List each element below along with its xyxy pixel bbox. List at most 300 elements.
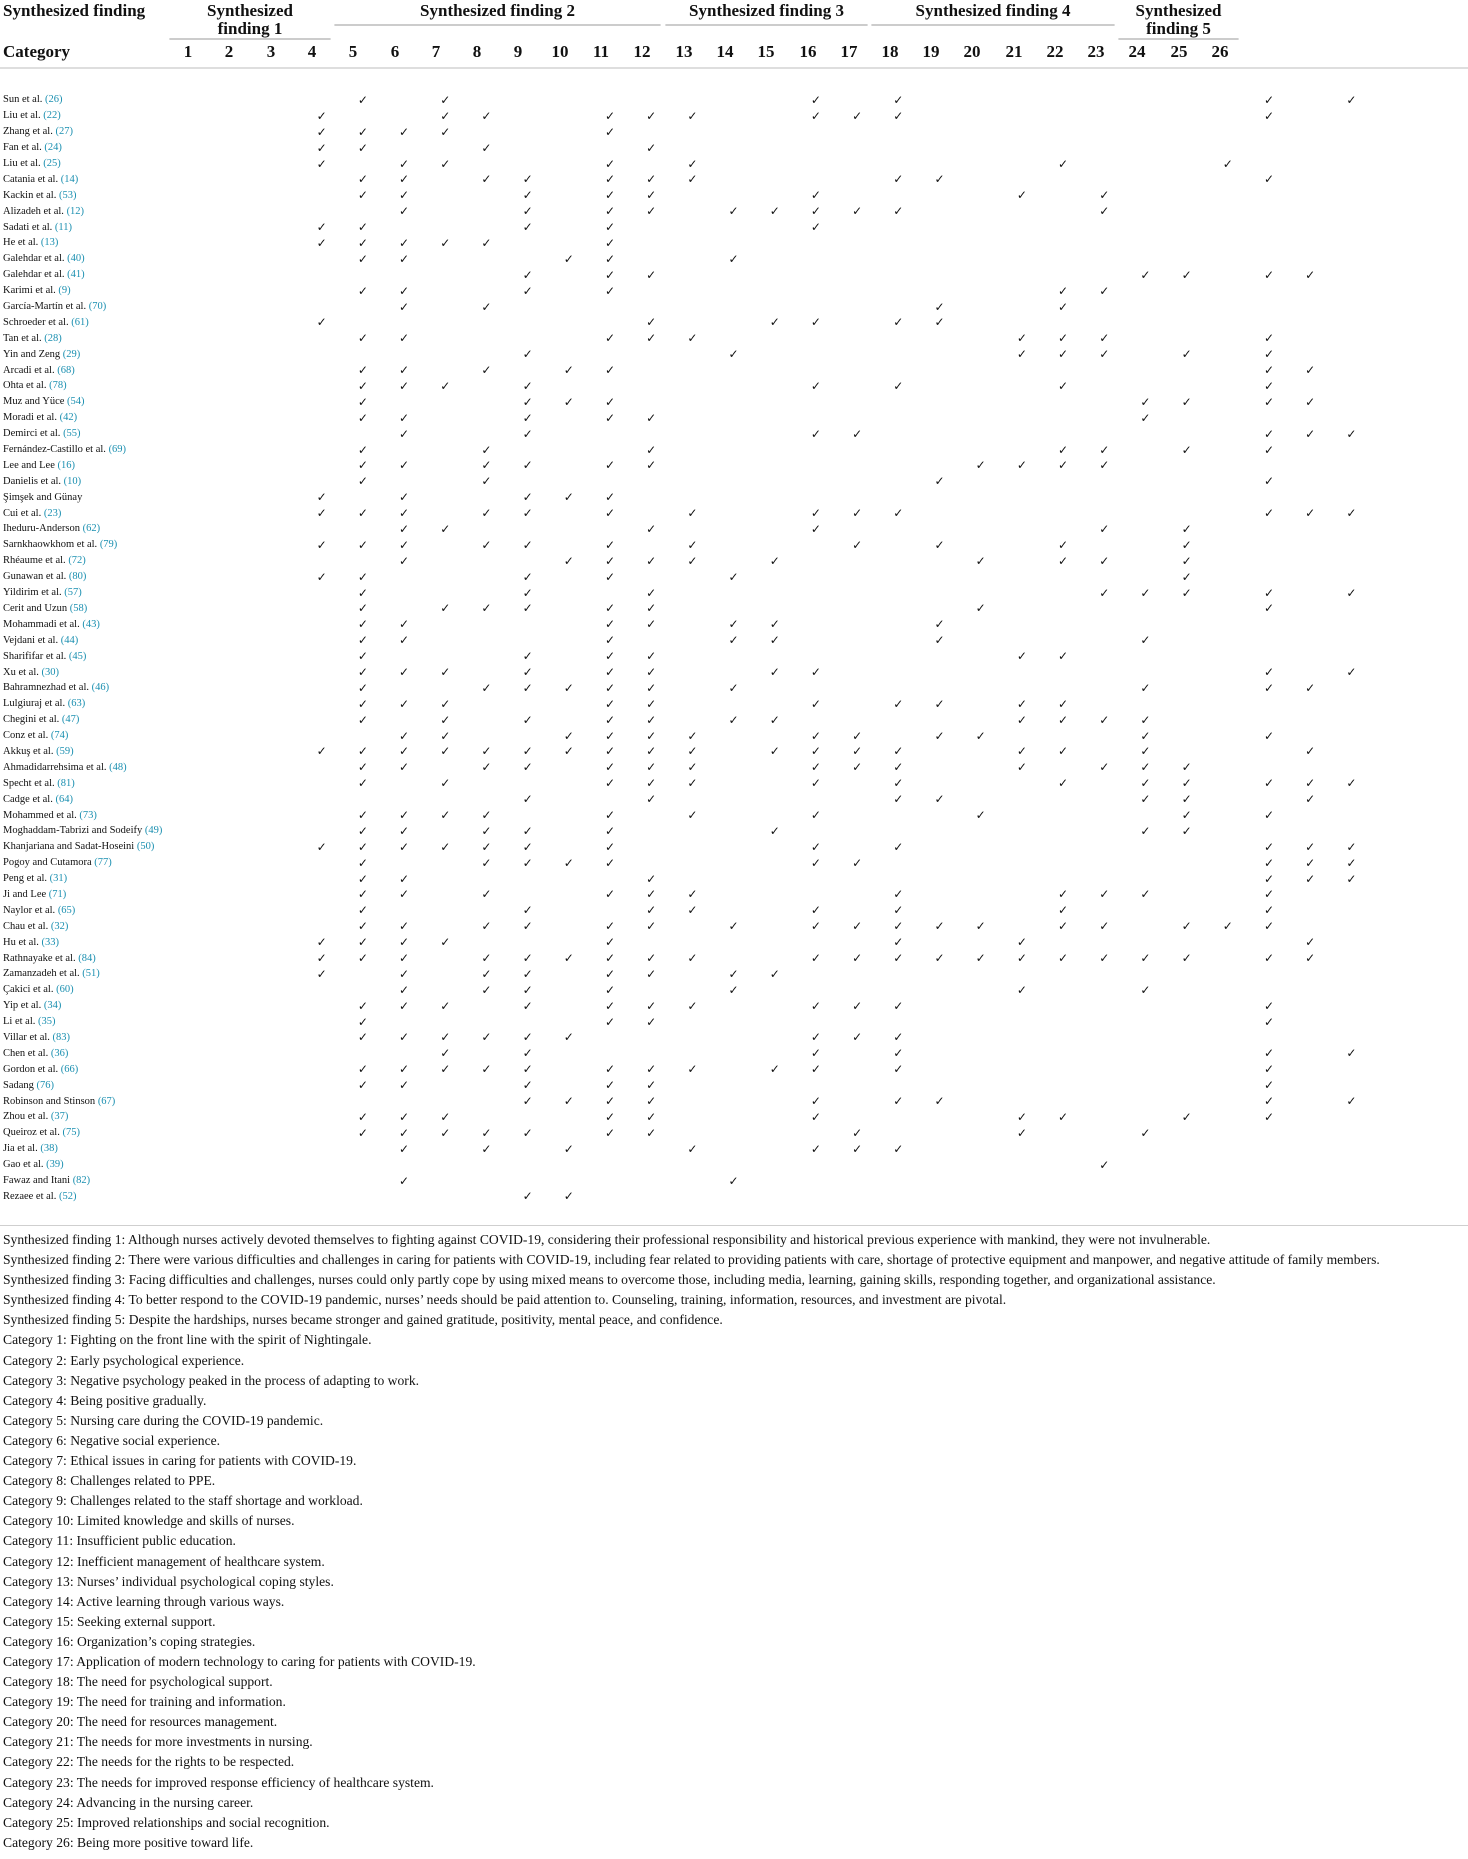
reference-link[interactable]: (52) <box>58 1190 77 1202</box>
reference-link[interactable]: (54) <box>67 396 85 408</box>
check-cell-category-3 <box>383 92 424 108</box>
reference-link[interactable]: (40) <box>67 253 85 265</box>
reference-link[interactable]: (34) <box>43 1000 62 1012</box>
check-mark-icon: ✓ <box>440 378 451 393</box>
reference-link[interactable]: (10) <box>63 475 82 487</box>
check-cell-category-18 <box>1001 601 1042 617</box>
spacer-cell <box>205 601 301 617</box>
check-cell-category-9 <box>631 601 672 617</box>
check-mark-icon: ✓ <box>1305 426 1316 441</box>
reference-link[interactable]: (55) <box>63 428 81 440</box>
reference-link[interactable]: (63) <box>67 698 86 710</box>
group-title-3: Synthesized finding 3 <box>689 1 844 20</box>
check-cell-category-17 <box>960 553 1001 569</box>
reference-link[interactable]: (38) <box>40 1143 58 1155</box>
check-mark-icon: ✓ <box>810 839 821 854</box>
check-mark-icon: ✓ <box>399 1030 410 1045</box>
reference-link[interactable]: (28) <box>44 332 62 344</box>
reference-link[interactable]: (32) <box>50 920 69 932</box>
check-cell-category-3 <box>383 140 424 156</box>
reference-link[interactable]: (70) <box>88 301 107 313</box>
check-cell-category-5 <box>466 537 507 553</box>
check-cell-category-21 <box>1125 346 1166 362</box>
check-cell-category-1 <box>301 632 342 648</box>
check-cell-category-5 <box>466 680 507 696</box>
check-cell-category-11 <box>713 696 754 712</box>
check-mark-icon: ✓ <box>1016 1109 1027 1124</box>
check-cell-category-8 <box>589 314 630 330</box>
check-cell-category-10 <box>672 251 713 267</box>
check-cell-category-10 <box>672 92 713 108</box>
check-cell-category-12 <box>754 505 795 521</box>
check-cell-category-12 <box>754 855 795 871</box>
check-cell-category-23 <box>1207 410 1248 426</box>
check-cell-category-1 <box>301 140 342 156</box>
check-cell-category-13 <box>795 362 836 378</box>
reference-link[interactable]: (35) <box>38 1016 56 1028</box>
reference-link[interactable]: (83) <box>52 1031 71 1043</box>
check-cell-category-24 <box>1248 1093 1289 1109</box>
reference-link[interactable]: (82) <box>72 1175 91 1186</box>
category-note: Category 1: Fighting on the front line with the spirit of Nightingale. <box>3 1332 372 1348</box>
reference-link[interactable]: (24) <box>44 142 62 154</box>
study-cell <box>0 680 205 696</box>
check-cell-category-14 <box>837 648 878 664</box>
check-cell-category-2 <box>342 426 383 442</box>
reference-link[interactable]: (43) <box>82 618 100 630</box>
check-cell-category-25 <box>1290 1030 1331 1046</box>
check-cell-category-10 <box>672 569 713 585</box>
check-cell-category-24 <box>1248 616 1289 632</box>
check-cell-category-7 <box>548 1014 589 1030</box>
check-mark-icon: ✓ <box>481 601 492 616</box>
check-mark-icon: ✓ <box>399 1125 410 1140</box>
check-cell-category-3 <box>383 394 424 410</box>
reference-link[interactable]: (45) <box>68 650 87 662</box>
check-cell-category-17 <box>960 807 1001 823</box>
reference-link[interactable]: (31) <box>49 873 68 885</box>
check-cell-category-21 <box>1125 267 1166 283</box>
study-cell <box>0 124 205 140</box>
check-cell-category-23 <box>1207 362 1248 378</box>
reference-link[interactable]: (76) <box>36 1079 55 1091</box>
check-cell-category-26 <box>1331 855 1372 871</box>
check-cell-category-21 <box>1125 426 1166 442</box>
reference-link[interactable]: (29) <box>62 348 81 360</box>
reference-link[interactable]: (37) <box>50 1111 69 1123</box>
reference-link[interactable]: (72) <box>68 555 86 567</box>
check-cell-category-22 <box>1166 759 1207 775</box>
category-number-23: 23 <box>1087 42 1105 61</box>
reference-link[interactable]: (64) <box>55 793 73 805</box>
study-cell <box>0 616 205 632</box>
study-cell <box>0 1045 205 1061</box>
reference-link[interactable]: (80) <box>68 571 87 583</box>
reference-link[interactable]: (22) <box>43 110 61 122</box>
spacer-cell <box>1372 457 1468 473</box>
reference-link[interactable]: (68) <box>57 364 75 376</box>
check-cell-category-24 <box>1248 314 1289 330</box>
reference-link[interactable]: (65) <box>57 904 76 916</box>
reference-link[interactable]: (13) <box>40 237 59 249</box>
check-cell-category-11 <box>713 410 754 426</box>
category-note: Category 23: The needs for improved response efficiency of healthcare system. <box>3 1774 434 1790</box>
check-cell-category-12 <box>754 267 795 283</box>
check-mark-icon: ✓ <box>1181 347 1192 362</box>
check-mark-icon: ✓ <box>1305 792 1316 807</box>
reference-link[interactable]: (16) <box>57 459 76 471</box>
check-cell-category-15 <box>878 92 919 108</box>
reference-link[interactable]: (49) <box>144 825 163 837</box>
check-cell-category-2 <box>342 283 383 299</box>
check-cell-category-19 <box>1042 791 1083 807</box>
spacer-cell <box>205 680 301 696</box>
check-mark-icon: ✓ <box>852 426 863 441</box>
check-cell-category-23 <box>1207 728 1248 744</box>
reference-link[interactable]: (59) <box>56 745 74 757</box>
check-cell-category-21 <box>1125 680 1166 696</box>
check-cell-category-8 <box>589 1061 630 1077</box>
reference-link[interactable]: (26) <box>45 94 63 106</box>
check-cell-category-4 <box>425 394 466 410</box>
check-cell-category-17 <box>960 1173 1001 1189</box>
check-cell-category-23 <box>1207 314 1248 330</box>
check-cell-category-10 <box>672 1157 713 1173</box>
check-cell-category-2 <box>342 1061 383 1077</box>
check-cell-category-10 <box>672 648 713 664</box>
check-cell-category-26 <box>1331 918 1372 934</box>
check-mark-icon: ✓ <box>646 458 657 473</box>
check-cell-category-18 <box>1001 521 1042 537</box>
study-name: Liu et al. <box>3 158 41 169</box>
check-cell-category-17 <box>960 156 1001 172</box>
check-cell-category-1 <box>301 442 342 458</box>
check-cell-category-6 <box>507 299 548 315</box>
check-mark-icon: ✓ <box>934 919 945 934</box>
check-cell-category-11 <box>713 156 754 172</box>
check-cell-category-2 <box>342 998 383 1014</box>
check-mark-icon: ✓ <box>1058 156 1069 171</box>
group-title-4: Synthesized finding 4 <box>915 1 1071 20</box>
reference-link[interactable]: (25) <box>43 158 61 169</box>
check-cell-category-6 <box>507 585 548 601</box>
check-cell-category-12 <box>754 887 795 903</box>
check-cell-category-22 <box>1166 156 1207 172</box>
reference-link[interactable]: (71) <box>48 888 67 900</box>
check-mark-icon: ✓ <box>1263 506 1274 521</box>
reference-link[interactable]: (12) <box>66 205 85 217</box>
check-mark-icon: ✓ <box>728 982 739 997</box>
reference-link[interactable]: (44) <box>60 634 79 646</box>
spacer-cell <box>205 871 301 887</box>
check-cell-category-7 <box>548 775 589 791</box>
reference-link[interactable]: (78) <box>49 380 67 392</box>
check-mark-icon: ✓ <box>604 251 615 266</box>
check-cell-category-8 <box>589 680 630 696</box>
check-mark-icon: ✓ <box>522 1062 533 1077</box>
reference-link[interactable]: (51) <box>82 968 100 980</box>
check-mark-icon: ✓ <box>1263 665 1274 679</box>
check-cell-category-7 <box>548 1077 589 1093</box>
study-name: Cerit and Uzun <box>3 602 68 614</box>
check-cell-category-9 <box>631 807 672 823</box>
check-mark-icon: ✓ <box>604 156 615 171</box>
check-cell-category-23 <box>1207 775 1248 791</box>
check-cell-category-2 <box>342 696 383 712</box>
reference-link[interactable]: (33) <box>41 936 59 948</box>
check-cell-category-18 <box>1001 871 1042 887</box>
check-cell-category-12 <box>754 553 795 569</box>
check-cell-category-1 <box>301 457 342 473</box>
reference-link[interactable]: (36) <box>50 1047 69 1059</box>
check-cell-category-8 <box>589 505 630 521</box>
check-mark-icon: ✓ <box>604 919 615 934</box>
check-cell-category-2 <box>342 775 383 791</box>
check-mark-icon: ✓ <box>1181 585 1192 600</box>
check-cell-category-5 <box>466 1045 507 1061</box>
check-mark-icon: ✓ <box>399 378 410 393</box>
check-cell-category-8 <box>589 346 630 362</box>
check-cell-category-4 <box>425 187 466 203</box>
check-cell-category-17 <box>960 632 1001 648</box>
check-cell-category-2 <box>342 616 383 632</box>
check-mark-icon: ✓ <box>357 823 368 838</box>
check-cell-category-14 <box>837 966 878 982</box>
check-cell-category-20 <box>1084 489 1125 505</box>
check-cell-category-3 <box>383 537 424 553</box>
check-cell-category-2 <box>342 251 383 267</box>
check-cell-category-15 <box>878 839 919 855</box>
reference-link[interactable]: (66) <box>60 1063 79 1075</box>
check-cell-category-2 <box>342 839 383 855</box>
check-cell-category-9 <box>631 648 672 664</box>
reference-link[interactable]: (50) <box>136 841 155 853</box>
check-cell-category-5 <box>466 314 507 330</box>
check-cell-category-24 <box>1248 1045 1289 1061</box>
spacer-cell <box>205 616 301 632</box>
check-cell-category-3 <box>383 712 424 728</box>
check-cell-category-16 <box>919 346 960 362</box>
check-mark-icon: ✓ <box>357 696 368 711</box>
check-cell-category-14 <box>837 187 878 203</box>
check-cell-category-24 <box>1248 124 1289 140</box>
check-cell-category-12 <box>754 1061 795 1077</box>
reference-link[interactable]: (48) <box>109 761 127 773</box>
reference-link[interactable]: (75) <box>62 1127 80 1139</box>
reference-link[interactable]: (58) <box>69 602 88 614</box>
check-cell-category-11 <box>713 791 754 807</box>
reference-link[interactable]: (53) <box>58 189 77 201</box>
check-cell-category-8 <box>589 648 630 664</box>
check-mark-icon: ✓ <box>1346 839 1357 854</box>
check-cell-category-6 <box>507 1030 548 1046</box>
check-mark-icon: ✓ <box>399 1173 410 1188</box>
check-mark-icon: ✓ <box>357 474 368 489</box>
check-mark-icon: ✓ <box>810 1062 821 1077</box>
reference-link[interactable]: (39) <box>46 1159 64 1171</box>
check-cell-category-12 <box>754 489 795 505</box>
check-mark-icon: ✓ <box>440 712 451 727</box>
check-cell-category-14 <box>837 346 878 362</box>
check-cell-category-9 <box>631 871 672 887</box>
check-cell-category-15 <box>878 982 919 998</box>
reference-link[interactable]: (11) <box>54 221 73 233</box>
check-cell-category-10 <box>672 410 713 426</box>
check-mark-icon: ✓ <box>934 315 945 330</box>
check-cell-category-14 <box>837 632 878 648</box>
check-cell-category-7 <box>548 934 589 950</box>
check-cell-category-3 <box>383 410 424 426</box>
check-cell-category-20 <box>1084 124 1125 140</box>
check-cell-category-4 <box>425 1157 466 1173</box>
reference-link[interactable]: (67) <box>97 1095 116 1107</box>
check-mark-icon: ✓ <box>1140 585 1151 600</box>
table-row <box>0 124 1468 140</box>
check-mark-icon: ✓ <box>316 569 327 584</box>
study-name: Ohta et al. <box>3 380 47 392</box>
check-mark-icon: ✓ <box>1305 776 1316 791</box>
category-number-2: 2 <box>224 42 234 61</box>
check-cell-category-6 <box>507 712 548 728</box>
check-mark-icon: ✓ <box>1263 331 1274 346</box>
reference-link[interactable]: (61) <box>71 316 89 328</box>
reference-link[interactable]: (60) <box>56 984 74 996</box>
spacer-cell <box>205 219 301 235</box>
check-mark-icon: ✓ <box>1181 521 1192 536</box>
reference-link[interactable]: (41) <box>67 269 85 281</box>
check-cell-category-6 <box>507 457 548 473</box>
check-cell-category-1 <box>301 918 342 934</box>
reference-link[interactable]: (30) <box>41 666 59 678</box>
table-row <box>0 887 1468 903</box>
check-cell-category-21 <box>1125 966 1166 982</box>
check-cell-category-26 <box>1331 1061 1372 1077</box>
check-cell-category-11 <box>713 569 754 585</box>
synthesized-finding-note: Synthesized finding 1: Although nurses actively devoted themselves to fighting against COVID-19, considering their professional responsibility and historical previous experience with mankind, they were not invulnerable. <box>3 1232 1211 1247</box>
study-name: Rathnayake et al. <box>3 952 76 964</box>
check-mark-icon: ✓ <box>357 124 368 139</box>
check-cell-category-25 <box>1290 473 1331 489</box>
reference-link[interactable]: (81) <box>57 777 75 789</box>
reference-link[interactable]: (46) <box>91 682 110 694</box>
check-cell-category-20 <box>1084 267 1125 283</box>
reference-link[interactable]: (27) <box>55 126 73 138</box>
check-cell-category-13 <box>795 330 836 346</box>
check-mark-icon: ✓ <box>399 506 410 521</box>
check-mark-icon: ✓ <box>481 537 492 552</box>
check-mark-icon: ✓ <box>646 998 657 1013</box>
check-cell-category-22 <box>1166 537 1207 553</box>
reference-link[interactable]: (42) <box>59 412 78 424</box>
check-cell-category-16 <box>919 489 960 505</box>
check-cell-category-20 <box>1084 1045 1125 1061</box>
check-cell-category-8 <box>589 791 630 807</box>
check-cell-category-11 <box>713 601 754 617</box>
check-mark-icon: ✓ <box>893 108 904 123</box>
spacer-cell <box>205 696 301 712</box>
study-name: Naylor et al. <box>3 904 56 916</box>
check-mark-icon: ✓ <box>1140 712 1151 727</box>
check-mark-icon: ✓ <box>810 1046 821 1061</box>
check-cell-category-24 <box>1248 998 1289 1014</box>
check-cell-category-17 <box>960 521 1001 537</box>
check-mark-icon: ✓ <box>563 251 574 266</box>
check-cell-category-8 <box>589 950 630 966</box>
check-cell-category-1 <box>301 108 342 124</box>
check-cell-category-9 <box>631 187 672 203</box>
check-cell-category-7 <box>548 410 589 426</box>
check-cell-category-4 <box>425 1173 466 1189</box>
check-cell-category-12 <box>754 902 795 918</box>
check-mark-icon: ✓ <box>975 951 986 966</box>
reference-link[interactable]: (69) <box>108 444 127 456</box>
check-cell-category-19 <box>1042 1173 1083 1189</box>
check-cell-category-4 <box>425 1014 466 1030</box>
check-cell-category-5 <box>466 394 507 410</box>
check-cell-category-3 <box>383 648 424 664</box>
check-cell-category-16 <box>919 187 960 203</box>
check-cell-category-19 <box>1042 457 1083 473</box>
reference-link[interactable]: (14) <box>60 173 79 185</box>
check-cell-category-10 <box>672 632 713 648</box>
reference-link[interactable]: (79) <box>99 539 118 551</box>
check-cell-category-4 <box>425 1125 466 1141</box>
check-cell-category-16 <box>919 887 960 903</box>
study-name: Mohammed et al. <box>3 809 77 821</box>
check-cell-category-25 <box>1290 648 1331 664</box>
check-cell-category-6 <box>507 140 548 156</box>
check-cell-category-9 <box>631 442 672 458</box>
study-name: Cadge et al. <box>3 793 53 805</box>
spacer-cell <box>205 442 301 458</box>
check-cell-category-13 <box>795 918 836 934</box>
reference-link[interactable]: (9) <box>58 285 71 297</box>
check-cell-category-19 <box>1042 171 1083 187</box>
check-cell-category-1 <box>301 775 342 791</box>
check-mark-icon: ✓ <box>316 537 327 552</box>
check-mark-icon: ✓ <box>399 871 410 886</box>
reference-link[interactable]: (73) <box>79 809 97 821</box>
check-mark-icon: ✓ <box>563 394 574 409</box>
reference-link[interactable]: (57) <box>64 587 82 599</box>
reference-link[interactable]: (74) <box>50 730 69 742</box>
check-cell-category-16 <box>919 616 960 632</box>
check-mark-icon: ✓ <box>604 808 615 823</box>
check-cell-category-24 <box>1248 696 1289 712</box>
check-cell-category-6 <box>507 1061 548 1077</box>
reference-link[interactable]: (62) <box>82 523 101 535</box>
check-cell-category-22 <box>1166 664 1207 680</box>
check-cell-category-12 <box>754 839 795 855</box>
check-cell-category-4 <box>425 505 466 521</box>
check-mark-icon: ✓ <box>522 1046 533 1061</box>
study-cell <box>0 346 205 362</box>
check-cell-category-11 <box>713 442 754 458</box>
reference-link[interactable]: (23) <box>43 507 62 519</box>
check-cell-category-6 <box>507 410 548 426</box>
table-row <box>0 140 1468 156</box>
check-cell-category-2 <box>342 887 383 903</box>
reference-link[interactable]: (47) <box>61 714 80 726</box>
check-cell-category-7 <box>548 839 589 855</box>
check-cell-category-19 <box>1042 918 1083 934</box>
check-cell-category-26 <box>1331 887 1372 903</box>
check-cell-category-24 <box>1248 251 1289 267</box>
check-mark-icon: ✓ <box>399 235 410 250</box>
check-cell-category-14 <box>837 235 878 251</box>
reference-link[interactable]: (84) <box>78 952 96 964</box>
reference-link[interactable]: (77) <box>94 857 112 869</box>
